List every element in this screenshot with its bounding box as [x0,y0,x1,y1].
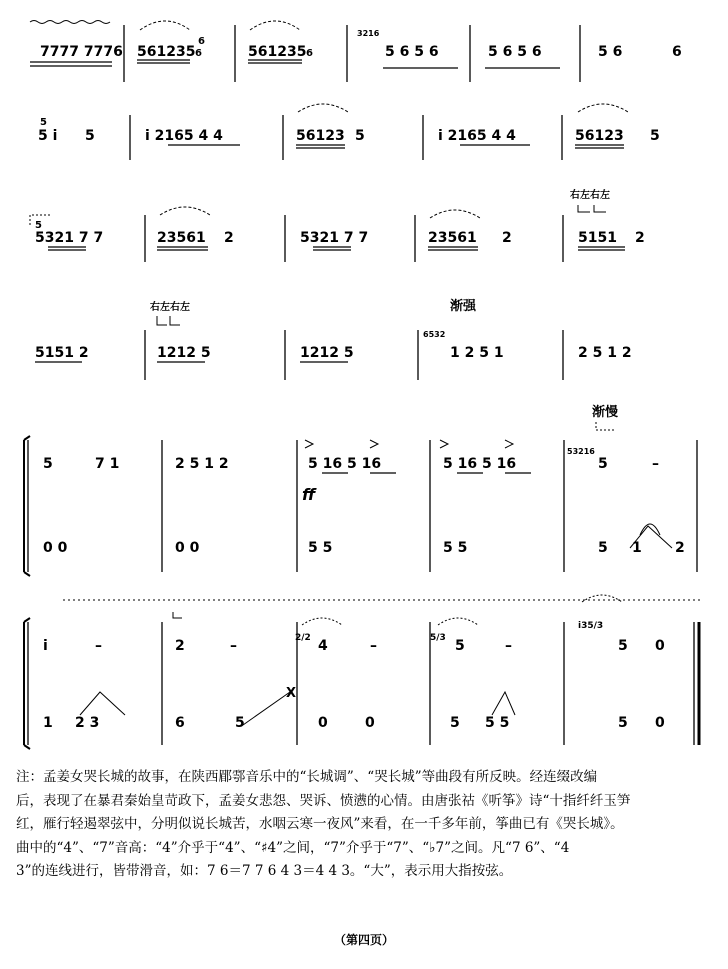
sys2-cell-6: 56123 [575,128,624,144]
sys1-cell-4: 6 [306,48,313,59]
sys1-cell-2: 6 [195,48,202,59]
annotation-note [16,766,712,884]
sys1-cell-8: 5 6 [598,44,623,60]
sys6_upper-cell-3: – [230,638,237,654]
sys5_upper-cell-7: – [652,456,659,472]
sys2-stack-digit: 5 [40,117,47,128]
sys3-cell-6: 5151 [578,230,617,246]
x-mark: X [286,686,297,701]
sys6_upper-cell-12: 0 [655,638,665,654]
sys6_upper-cell-6: – [370,638,377,654]
sys5_lower-cell-5: 1 [632,540,642,556]
sys5_lower-cell-1: 0 0 [175,540,200,556]
sys6_upper-cell-1: – [95,638,102,654]
sys3-stack-digit: 5 [35,220,42,231]
sys2-cell-3: 56123 [296,128,345,144]
sys6_upper-cell-2: 2 [175,638,185,654]
sys5_upper-cell-0: 5 [43,456,53,472]
note-line: 后，表现了在暴君秦始皇苛政下，孟姜女悲怨、哭诉、愤懑的心情。由唐张祜《听筝》诗“十指纤纤玉笋 [16,792,631,809]
sys6_upper-cell-7: 5/3 [430,633,446,643]
note-line: 红，雁行轻遏翠弦中，分明似说长城苦，水咽云寒一夜风”来看，在一千多年前，筝曲已有《哭长城》。 [16,816,624,832]
sys4-cell-3: 6532 [423,330,446,339]
hand-marks-2: 右左右左 [150,302,190,313]
sys3-cell-3: 5321 7 7 [300,230,369,246]
accent-marks [305,440,513,448]
sys5_upper-cell-6: 5 [598,456,608,472]
sys5_lower-cell-0: 0 0 [43,540,68,556]
sys3-cell-4: 23561 [428,230,477,246]
sys5_lower-cell-4: 5 [598,540,608,556]
sys5_upper-cell-1: 7 1 [95,456,120,472]
sys6_upper-cell-5: 4 [318,638,328,654]
sys4-cell-5: 2 5 1 2 [578,345,632,361]
sys6_lower-cell-2: 6 [175,715,185,731]
sys5_lower-cell-2: 5 5 [308,540,333,556]
sys6_lower-cell-7: 5 5 [485,715,510,731]
sys6_upper-cell-10: i35/3 [578,621,604,631]
sys6_upper-cell-0: i [43,638,48,654]
ritardando-mark: 渐慢 [592,405,619,420]
sys6_lower-cell-5: 0 [365,715,375,731]
sys5_upper-cell-5: 53216 [567,447,595,456]
sys6_lower-cell-1: 2 3 [75,715,100,731]
brackets [24,436,30,749]
sys1-stack-digit: 6 [198,36,205,47]
sys6_lower-cell-6: 5 [450,715,460,731]
sys2-cell-0: 5 i [38,128,58,144]
crescendo-mark: 渐强 [450,299,477,314]
sys5_upper-cell-4: 5 16 5 16 [443,456,517,472]
sys1-cell-6: 5 6 5 6 [385,44,439,60]
note-line: 3”的连线进行，皆带滑音，如：7 6＝7 7 6 4 3＝4 4 3。“大”，表示用大指按弦。 [16,863,513,879]
sys6_upper-cell-8: 5 [455,638,465,654]
sys2-cell-5: i 2165 4 4 [438,128,516,144]
sys1-cell-3: 561235 [248,44,307,60]
sys5_lower-cell-3: 5 5 [443,540,468,556]
sys6_lower-cell-9: 0 [655,715,665,731]
sys6_lower-cell-4: 0 [318,715,328,731]
sys1-cell-5: 3216 [357,29,380,38]
sys1-cell-0: 7777 7776 [40,44,123,60]
sys4-cell-2: 1212 5 [300,345,354,361]
sys6_upper-cell-4: 2/2 [295,633,311,643]
sys6_upper-cell-9: – [505,638,512,654]
page-number: （第四页） [333,933,394,947]
sys4-cell-4: 1 2 5 1 [450,345,504,361]
sys6_lower-cell-8: 5 [618,715,628,731]
sys3-cell-0: 5321 7 7 [35,230,104,246]
note-line: 曲中的“4”、“7”音高：“4”介乎于“4”、“♯4”之间，“7”介乎于“7”、“♭7”之间。凡“7 6”、“4 [16,839,570,856]
sys6_upper-cell-11: 5 [618,638,628,654]
sys2-cell-4: 5 [355,128,365,144]
sys2-cell-1: 5 [85,128,95,144]
fortissimo-mark: ff [302,485,316,504]
sys1-cell-1: 561235 [137,44,196,60]
sys3-cell-5: 2 [502,230,512,246]
sys6_lower-cell-0: 1 [43,715,53,731]
sys4-cell-1: 1212 5 [157,345,211,361]
sys3-cell-7: 2 [635,230,645,246]
sys1-cell-7: 5 6 5 6 [488,44,542,60]
sys6_lower-cell-3: 5 [235,715,245,731]
sys5_upper-cell-2: 2 5 1 2 [175,456,229,472]
sys3-cell-1: 23561 [157,230,206,246]
sys1-cell-9: 6 [672,44,682,60]
hand-marks-1: 右左右左 [570,190,610,201]
note-line: 注：孟姜女哭长城的故事，在陕西郿鄠音乐中的“长城调”、“哭长城”等曲段有所反映。经连缀改编 [16,769,598,785]
sys5_upper-cell-3: 5 16 5 16 [308,456,382,472]
sys2-cell-2: i 2165 4 4 [145,128,223,144]
sys4-cell-0: 5151 2 [35,345,89,361]
beams [30,60,625,473]
sys3-cell-2: 2 [224,230,234,246]
sys5_lower-cell-6: 2 [675,540,685,556]
sys2-cell-7: 5 [650,128,660,144]
